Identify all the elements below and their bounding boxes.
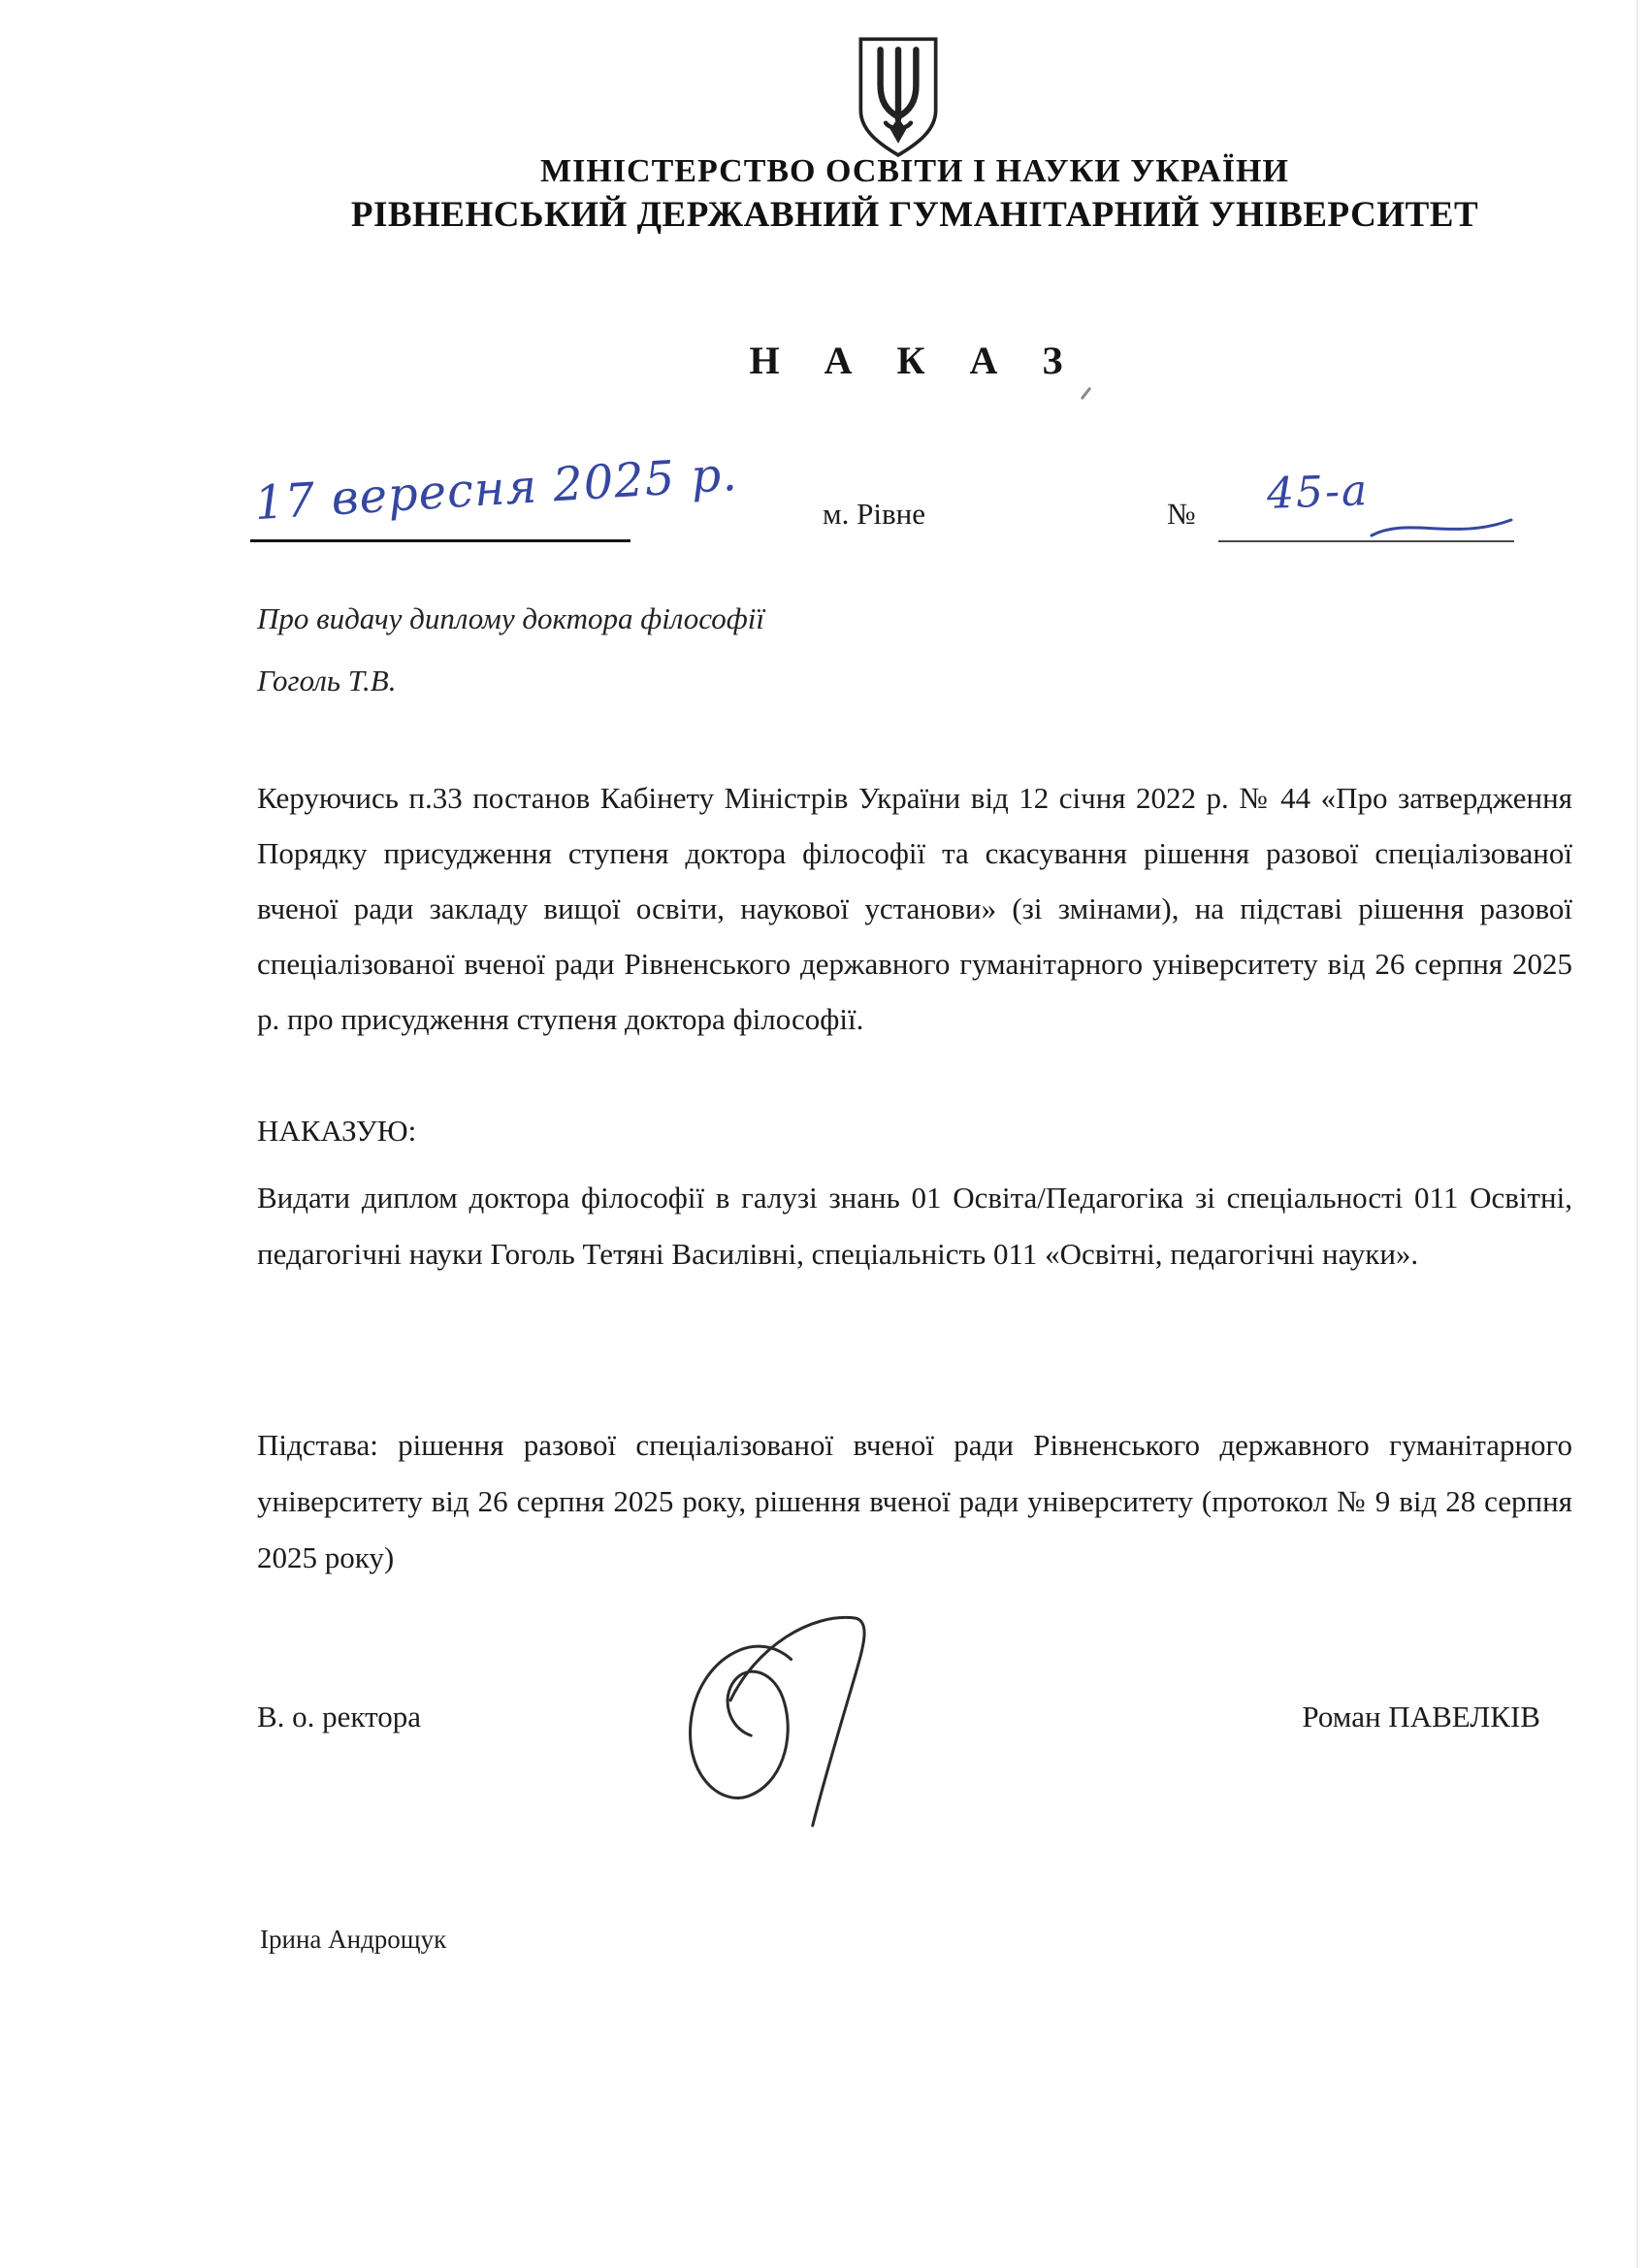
number-sign-label: № xyxy=(1167,497,1196,531)
order-heading: НАКАЗУЮ: xyxy=(257,1114,417,1148)
pen-mark xyxy=(1081,387,1092,401)
secretary-name: Ірина Андрощук xyxy=(260,1925,447,1954)
tryzub-shield-icon xyxy=(854,35,943,161)
handwritten-date: 17 вересня 2025 р. xyxy=(252,446,739,532)
subject-line-2: Гоголь Т.В. xyxy=(257,664,397,697)
signer-position: В. о. ректора xyxy=(257,1700,421,1733)
city-label: м. Рівне xyxy=(823,497,925,531)
pen-flourish xyxy=(1370,512,1515,545)
signer-name: Роман ПАВЕЛКІВ xyxy=(1302,1700,1540,1733)
handwritten-order-number: 45-а xyxy=(1266,466,1370,519)
subject-line-1: Про видачу диплому доктора філософії xyxy=(257,601,765,635)
university-name: РІВНЕНСЬКИЙ ДЕРЖАВНИЙ ГУМАНІТАРНИЙ УНІВЕРСИТЕТ xyxy=(350,195,1479,235)
scan-edge-line xyxy=(1636,0,1638,2268)
date-underline xyxy=(250,539,630,542)
preamble-paragraph: Керуючись п.33 постанов Кабінету Міністрів України від 12 січня 2022 р. № 44 «Про затвердження Порядку присудження ступеня доктора філософії та скасування рішення разової спеціалізованої вченої ради закладу вищої освіти, наукової установи» (зі змінами), на підставі рішення разової спеціалізованої вченої ради Рівненського державного гуманітарного університету від 26 серпня 2025 р. про присудження ступеня доктора філософії. xyxy=(257,781,1572,1036)
basis-paragraph: Підстава: рішення разової спеціалізованої вченої ради Рівненського державного гуманітарного університету від 26 серпня 2025 року, рішення вченої ради університету (протокол № 9 від 28 серпня 2025 року) xyxy=(257,1428,1572,1574)
ministry-name: МІНІСТЕРСТВО ОСВІТИ І НАУКИ УКРАЇНИ xyxy=(540,153,1289,189)
order-paragraph: Видати диплом доктора філософії в галузі знань 01 Освіта/Педагогіка зі спеціальності 011 Освітні, педагогічні науки Гоголь Тетяні Василівні, спеціальність 011 «Освітні, педагогічні науки». xyxy=(257,1181,1572,1271)
document-title: Н А К А З xyxy=(749,339,1081,382)
handwritten-signature xyxy=(635,1608,931,1833)
